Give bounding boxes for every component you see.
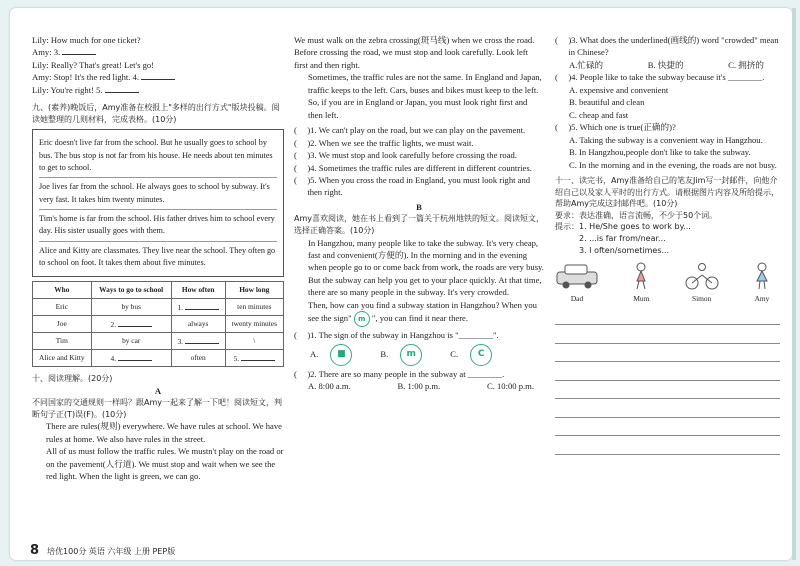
option[interactable]: C. In the morning and in the evening, the roads are not busy. <box>569 159 777 170</box>
dialogue-line: Amy: Stop! It's the red light. 4. <box>32 71 284 83</box>
option-label[interactable]: B. <box>380 349 389 360</box>
writing-lines[interactable] <box>555 307 780 455</box>
q1-options <box>310 344 544 366</box>
choice-question[interactable]: ( )5. Which one is true(正确的)? <box>555 122 676 133</box>
subway-sign-icon: m <box>354 311 370 327</box>
paragraph: All of us must follow the traffic rules. We mustn't play on the road or on the pavement(人行道). We must stop and wait when we see the red light. When the light is green, we can go. <box>46 446 284 482</box>
option[interactable]: B. 1:00 p.m. <box>397 381 441 392</box>
table-cell: by bus <box>91 299 171 316</box>
passage: Alice and Kitty are classmates. They live near the school. They often go to school on foot. It takes them about five minutes. <box>39 245 276 267</box>
table-cell: \ <box>225 333 283 350</box>
option[interactable]: A. 8:00 a.m. <box>308 381 351 392</box>
q2-options <box>294 380 544 392</box>
part-a-intro: 不同国家的交通规则一样吗？跟Amy一起来了解一下吧！阅读短文，判断句子正(T)误(F)。(10分) <box>32 398 282 419</box>
table-header: How often <box>171 282 225 299</box>
dialogue-line: Lily: How much for one ticket? <box>32 35 141 45</box>
dad-picture <box>555 262 599 304</box>
mum-picture <box>623 262 659 304</box>
table-cell: Eric <box>33 299 92 316</box>
paragraph: Then, how can you find a subway station in Hangzhou? When you see the sign" m ", you can find it near there. <box>294 299 544 327</box>
part-a-label: A <box>154 385 162 396</box>
person-label: Simon <box>692 293 712 303</box>
dialogue-line: Lily: You're right! 5. <box>32 84 284 96</box>
answer-cell[interactable]: 5. <box>225 350 283 367</box>
paragraph: In Hangzhou, many people like to take the subway. It's very cheap, fast and convenient(方便的). In the morning and in the evening when people go to or come back from work, the roads are very busy. But the subway can help you get to your place quickly. At that time, there are so many people in the subway. It's very crowded. <box>308 237 544 298</box>
tf-question[interactable]: ( )2. When we see the traffic lights, we must wait. <box>294 137 474 148</box>
table-row <box>33 316 284 333</box>
walking-girl-icon <box>744 262 780 290</box>
table-cell: Joe <box>33 316 92 333</box>
option[interactable]: C. 拥挤的 <box>728 59 764 70</box>
reading-materials-box <box>32 129 284 277</box>
car-icon <box>555 262 599 290</box>
choice-question[interactable]: ( )1. The sign of the subway in Hangzhou is "________". <box>294 330 499 341</box>
footer-text: 培优100分 英语 六年级 上册 PEP版 <box>47 547 176 556</box>
table-cell: always <box>171 316 225 333</box>
part-b-label: B <box>416 201 422 212</box>
tf-question[interactable]: ( )1. We can't play on the road, but we can play on the pavement. <box>294 125 526 136</box>
answer-cell[interactable]: 2. <box>91 316 171 333</box>
paragraph: There are rules(规则) everywhere. We have rules at school. We have rules at home. We also have rules in the street. <box>46 421 282 444</box>
passage: Eric doesn't live far from the school. But he usually goes to school by bus. The bus stop is not far from his house. He needs about ten minutes to get to school. <box>39 134 277 178</box>
dialogue-line: Amy: 3. <box>32 46 284 58</box>
dialogue-line: Lily: Really? That's great! Let's go! <box>32 59 155 70</box>
person-label: Amy <box>754 293 770 303</box>
family-pictures <box>555 262 780 304</box>
choice-question[interactable]: ( )2. There are so many people in the subway at ________. <box>294 368 505 379</box>
column-middle <box>294 34 544 393</box>
worksheet-page <box>10 8 792 560</box>
table-header: Who <box>33 282 92 299</box>
walking-woman-icon <box>623 262 659 290</box>
person-label: Mum <box>633 293 650 303</box>
answer-cell[interactable]: 4. <box>91 350 171 367</box>
table-cell: twenty minutes <box>225 316 283 333</box>
paragraph: Sometimes, the traffic rules are not the same. In England and Japan, traffic keeps to the left. Cars, buses and bikes must keep to the left. So, if you are in England or Japan, you must look right first and then left. <box>308 72 542 120</box>
q3-options <box>555 59 780 71</box>
amy-picture <box>744 262 780 304</box>
option[interactable]: A. Taking the subway is a convenient way in Hangzhou. <box>569 134 763 145</box>
passage: Joe lives far from the school. He always goes to school by subway. It's very fast. It takes him twenty minutes. <box>39 178 277 210</box>
table-header: Ways to go to school <box>91 282 171 299</box>
part-b-intro: Amy喜欢阅读，她在书上看到了一篇关于杭州地铁的短文。阅读短文，选择正确答案。(10分) <box>294 214 544 235</box>
answer-cell[interactable]: 3. <box>171 333 225 350</box>
page-footer <box>30 543 175 558</box>
option-label[interactable]: A. <box>310 349 319 360</box>
option[interactable]: A.忙碌的 <box>569 59 604 70</box>
option[interactable]: B. beautiful and clean <box>569 97 645 108</box>
table-row <box>33 333 284 350</box>
table-cell: Tim <box>33 333 92 350</box>
table-cell: by car <box>91 333 171 350</box>
rail-sign-icon: C <box>470 344 492 366</box>
option[interactable]: B. In Hangzhou,people don't like to take the subway. <box>569 147 751 158</box>
table-cell: Alice and Kitty <box>33 350 92 367</box>
paragraph: We must walk on the zebra crossing(斑马线) when we cross the road. Before crossing the road, we must stop and look carefully. Look left first and then right. <box>294 35 535 70</box>
requirement: 要求：表达准确，语言流畅，不少于50个词。 <box>555 210 718 220</box>
binding-edge <box>792 8 796 560</box>
subway-sign-icon: m <box>400 344 422 366</box>
table-row <box>33 350 284 367</box>
option[interactable]: B. 快捷的 <box>647 59 684 70</box>
hints: 提示：1. He/She goes to work by... 2. ...is far from/near... 3. I often/sometimes... <box>555 222 691 255</box>
table-cell: often <box>171 350 225 367</box>
bike-icon <box>684 262 720 290</box>
table-header: How long <box>225 282 283 299</box>
section-10-title: 十、阅读理解。(20分) <box>32 374 113 384</box>
transport-table <box>32 281 284 367</box>
table-cell: ten minutes <box>225 299 283 316</box>
choice-question[interactable]: ( )3. What does the underlined(画线的) word "crowded" mean in Chinese? <box>555 35 779 58</box>
option[interactable]: A. expensive and convenient <box>569 84 669 95</box>
choice-question[interactable]: ( )4. People like to take the subway because it's ________. <box>555 72 765 83</box>
simon-picture <box>684 262 720 304</box>
page-number: 8 <box>30 543 40 558</box>
column-left <box>32 34 284 483</box>
tf-question[interactable]: ( )4. Sometimes the traffic rules are different in different countries. <box>294 162 532 173</box>
option[interactable]: C. 10:00 p.m. <box>486 381 534 392</box>
section-11-title: 十一、读完书，Amy准备给自己的笔友Jim写一封邮件，向他介绍自己以及家人平时的出行方式。请根据图片内容及所给提示，帮助Amy完成这封邮件吧。(10分) <box>555 175 779 209</box>
tf-question[interactable]: ( )3. We must stop and look carefully before crossing the road. <box>294 150 517 161</box>
option[interactable]: C. cheap and fast <box>569 109 629 120</box>
option-label[interactable]: C. <box>450 349 459 360</box>
column-right <box>555 34 780 455</box>
bus-sign-icon: ■ <box>330 344 352 366</box>
tf-question[interactable]: ( )5. When you cross the road in England, you must look right and then right. <box>294 174 531 198</box>
section-9-title: 九、(素养)晚饭后，Amy准备在校报上"多样的出行方式"版块投稿。阅读她整理的几则材料，完成表格。(10分) <box>32 103 280 124</box>
table-row <box>33 299 284 316</box>
person-label: Dad <box>570 293 584 303</box>
passage: Tim's home is far from the school. His father drives him to school every day. His sister usually goes with them. <box>39 210 277 242</box>
answer-cell[interactable]: 1. <box>171 299 225 316</box>
